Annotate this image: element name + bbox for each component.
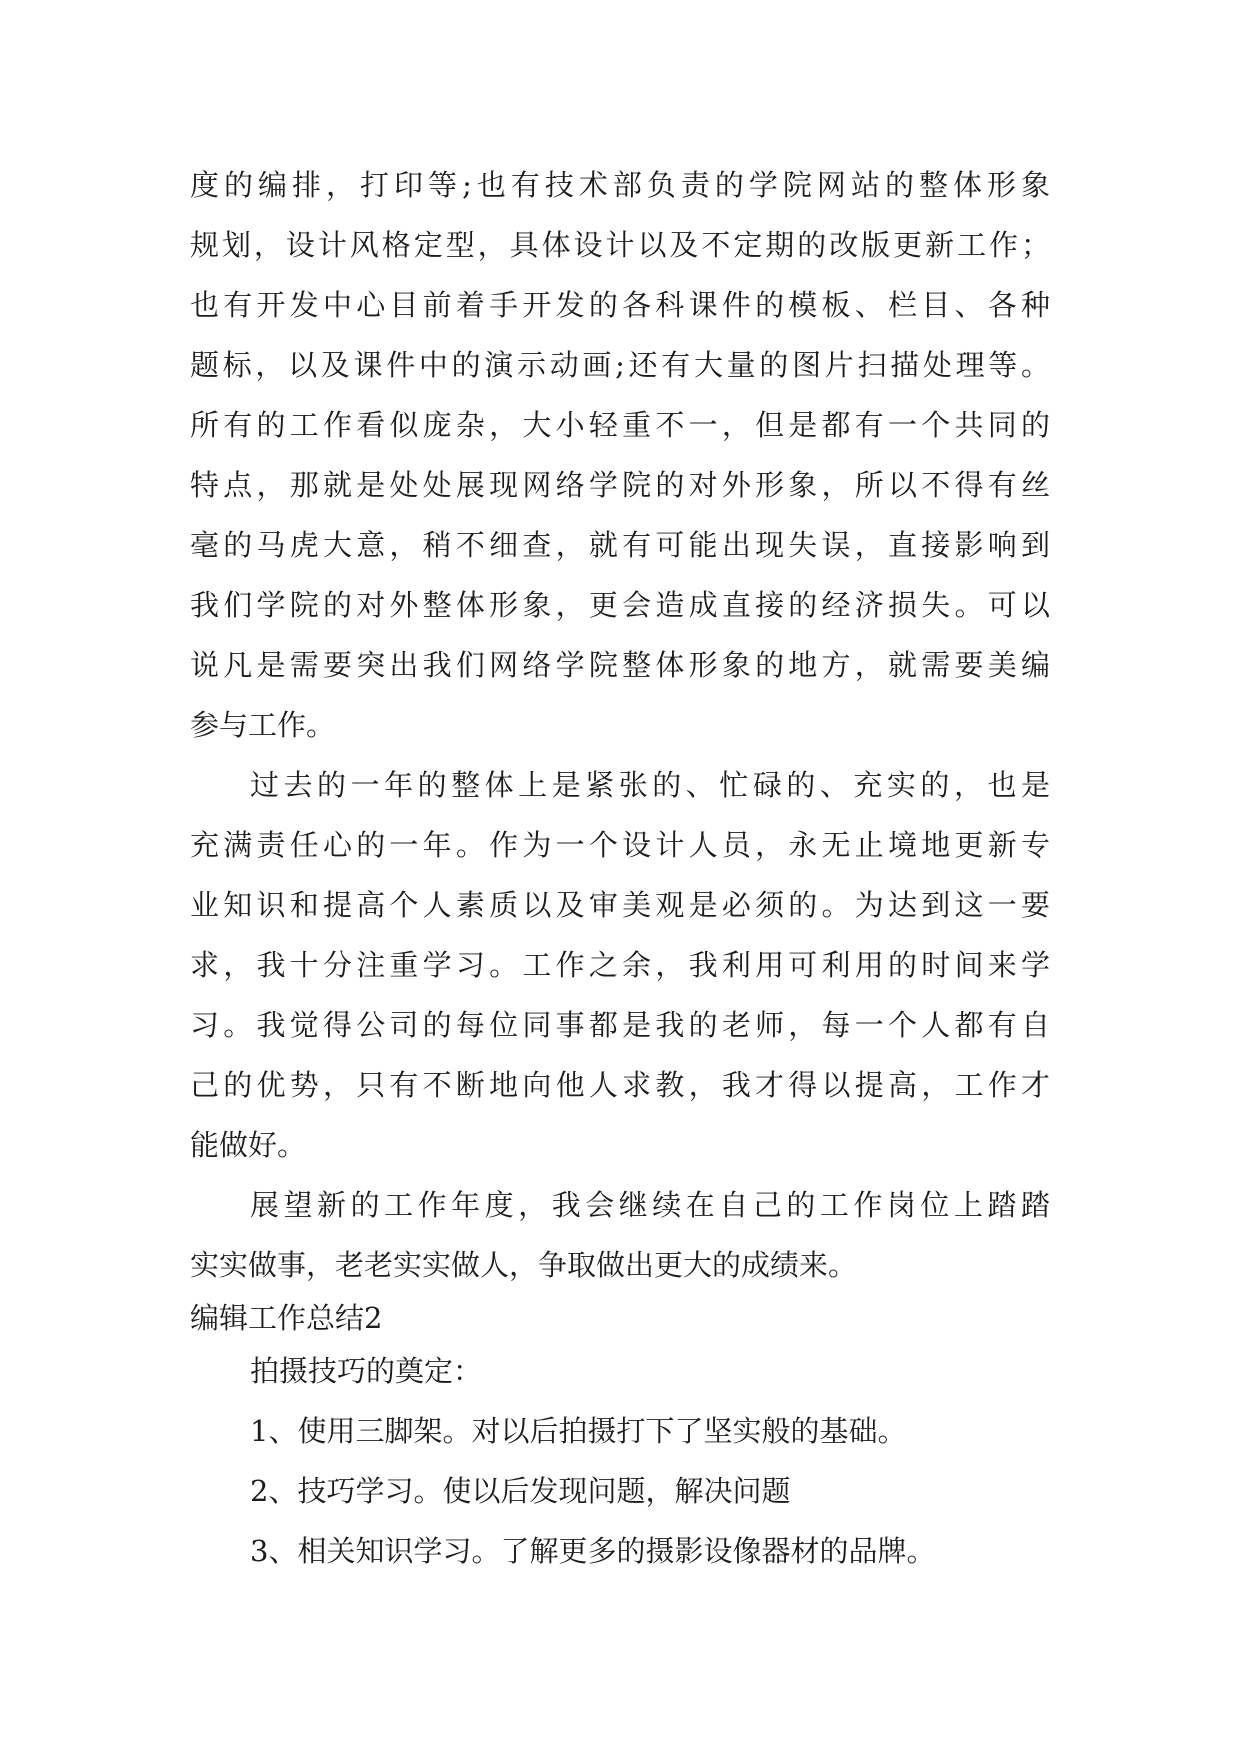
text-line: 实实做事，老老实实做人，争取做出更大的成绩来。 — [190, 1248, 858, 1282]
paragraph-1 — [190, 155, 1050, 755]
list-item: 1、使用三脚架。对以后拍摄打下了坚实般的基础。 — [250, 1414, 907, 1448]
text-line: 也有开发中心目前着手开发的各科课件的模板、栏目、各种 — [190, 288, 1050, 322]
text-line: 习。我觉得公司的每位同事都是我的老师，每一个人都有自 — [190, 1008, 1050, 1042]
paragraph-3 — [190, 1175, 1050, 1295]
text-line: 说凡是需要突出我们网络学院整体形象的地方，就需要美编 — [190, 648, 1050, 682]
text-line: 题标，以及课件中的演示动画;还有大量的图片扫描处理等。 — [190, 348, 1050, 382]
text-line: 业知识和提高个人素质以及审美观是必须的。为达到这一要 — [190, 888, 1050, 922]
text-line: 规划，设计风格定型，具体设计以及不定期的改版更新工作； — [190, 228, 1050, 262]
text-line: 毫的马虎大意，稍不细查，就有可能出现失误，直接影响到 — [190, 528, 1050, 562]
document-body — [190, 155, 1050, 1581]
text-line: 己的优势，只有不断地向他人求教，我才得以提高，工作才 — [190, 1068, 1050, 1102]
text-line: 特点，那就是处处展现网络学院的对外形象，所以不得有丝 — [190, 468, 1050, 502]
section-intro: 拍摄技巧的奠定： — [250, 1354, 483, 1388]
section-heading: 编辑工作总结2 — [190, 1301, 383, 1335]
text-line: 充满责任心的一年。作为一个设计人员，永无止境地更新专 — [190, 828, 1050, 862]
list-item: 3、相关知识学习。了解更多的摄影设像器材的品牌。 — [250, 1534, 936, 1568]
list-item: 2、技巧学习。使以后发现问题，解决问题 — [250, 1474, 791, 1508]
text-line: 求，我十分注重学习。工作之余，我利用可利用的时间来学 — [190, 948, 1050, 982]
text-line: 能做好。 — [190, 1128, 307, 1162]
text-line: 所有的工作看似庞杂，大小轻重不一，但是都有一个共同的 — [190, 408, 1050, 442]
text-line: 我们学院的对外整体形象，更会造成直接的经济损失。可以 — [190, 588, 1050, 622]
text-line: 度的编排，打印等;也有技术部负责的学院网站的整体形象 — [190, 168, 1050, 202]
text-line: 参与工作。 — [190, 708, 336, 742]
paragraph-2 — [190, 755, 1050, 1175]
numbered-list — [190, 1401, 1050, 1581]
text-line: 展望新的工作年度，我会继续在自己的工作岗位上踏踏 — [250, 1188, 1050, 1222]
text-line: 过去的一年的整体上是紧张的、忙碌的、充实的，也是 — [250, 768, 1050, 802]
